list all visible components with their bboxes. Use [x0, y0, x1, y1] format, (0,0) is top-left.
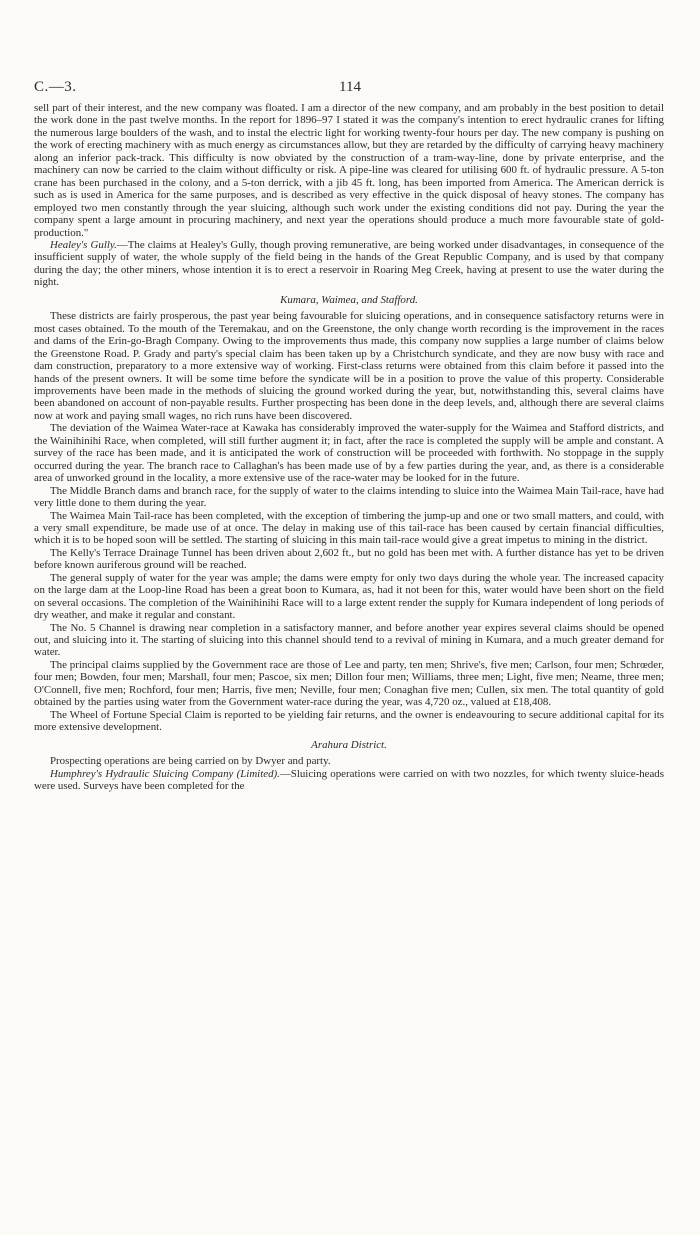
page-number: 114 — [339, 79, 361, 95]
paragraph-healeys-gully: Healey's Gully.—The claims at Healey's Gully, though proving remunerative, are being worked under disadvantages, in consequence of the insufficient supply of water, the whole supply of the field being in the hands of the Great Republic Company, and is used by that company during the day; the other miners, whose intention it is to erect a reservoir in Roaring Meg Creek, having at present to use the water during the night. — [34, 238, 664, 289]
paragraph-continued: sell part of their interest, and the new company was floated. I am a director of the new company, and am probably in the best position to detail the work done in the past twelve months. In the report for 1896–97 I stated it was the company's intention to erect hydraulic cranes for lifting the numerous large boulders of the wash, and to instal the electric light for working twenty-four hours per day. The new company is pushing on the work of erecting machinery with as much energy as circumstances allow, but they are retarded by the difficulty of carrying heavy machinery along an inferior pack-track. This difficulty is now obviated by the construction of a tram-way-line, done by private enterprise, and the machinery can now be carried to the claim without difficulty or risk. A pipe-line was cleared for utilising 600 ft. of hydraulic pressure. A 5-ton crane has been purchased in the colony, and a 5-ton derrick, with a jib 45 ft. long, has been imported from America. The American derrick is such as is used in America for the same purposes, and is described as very effective in the quick disposal of heavy stones. The company has employed two men constantly through the year sluicing, although such work under the existing conditions did not pay. During the year the company spent a large amount in procuring machinery, and next year the operations should produce a much more favourable state of gold-production." — [34, 102, 664, 239]
page-header — [34, 79, 666, 101]
paragraph: Prospecting operations are being carried on by Dwyer and party. — [50, 755, 331, 768]
paragraph: The Waimea Main Tail-race has been completed, with the exception of timbering the jump-up and one or two small matters, and could, with a very small expenditure, be made use of at once. The delay in making use of this tail-race has been caused by certain financial difficulties, which it is to be hoped soon will be settled. The starting of sluicing in this main tail-race would give a great impetus to mining in the district. — [34, 509, 664, 547]
paragraph: The No. 5 Channel is drawing near completion in a satisfactory manner, and before another year expires several claims should be opened out, and sluicing into it. The starting of sluicing into this channel should tend to a revival of mining in Kumara, and a much greater demand for water. — [34, 621, 664, 659]
section-heading-kumara: Kumara, Waimea, and Stafford. — [280, 293, 418, 306]
paragraph: The Kelly's Terrace Drainage Tunnel has been driven about 2,602 ft., but no gold has been met with. A further distance has yet to be driven before known auriferous ground will be reached. — [34, 546, 664, 572]
document-body — [34, 102, 664, 792]
paragraph: These districts are fairly prosperous, the past year being favourable for sluicing operations, and in consequence satisfactory returns were in most cases obtained. To the mouth of the Teremakau, and on the Greenstone, the only change worth recording is the improvement in the races and dams of the Erin-go-Bragh Company. Owing to the improvements thus made, this company now supplies a large number of claims below the Greenstone Road. P. Grady and party's special claim has been taken up by a Christchurch syndicate, and they are now busy with race and dam construction, preparatory to a more extensive way of working. First-class returns were obtained from this claim before it passed into the hands of the present owners. It will be some time before the syndicate will be in a position to prove the value of this property. Considerable improvements have been made in the methods of sluicing the ground worked during the year, but, notwithstanding this, several claims have been abandoned on account of non-payable results. Further prospecting has been done in the deep levels, and, although there are several claims now at work and paying small wages, no rich runs have been discovered. — [34, 310, 664, 422]
paragraph: The deviation of the Waimea Water-race at Kawaka has considerably improved the water-supply for the Waimea and Stafford districts, and the Wainihinihi Race, when completed, will still further augment it; in fact, after the race is completed the supply will be ample and constant. A survey of the race has been made, and it is anticipated the work of construction will be proceeded with forthwith. No stoppage in the supply occurred during the year. The branch race to Callaghan's has been made use of by a few parties during the year, and, as there is a considerable area of unworked ground in the locality, a more extensive use of the race-water may be looked for in the future. — [34, 422, 664, 485]
paragraph: The principal claims supplied by the Government race are those of Lee and party, ten men; Shrive's, five men; Carlson, four men; Schrœder, four men; Bowden, four men; Marshall, four men; Pascoe, six men; Dillon four men; Williams, three men; Light, five men; Neame, three men; O'Connell, five men; Rochford, four men; Harris, five men; Neville, four men; Conaghan five men; Cullen, six men. The total quantity of gold obtained by the parties using water from the Government water-race during the year, was 4,720 oz., valued at £18,408. — [34, 658, 664, 709]
section-heading-arahura: Arahura District. — [311, 738, 387, 751]
paragraph-title: Healey's Gully. — [50, 238, 117, 251]
paragraph: The Wheel of Fortune Special Claim is reported to be yielding fair returns, and the owner is endeavouring to secure additional capital for its more extensive development. — [34, 708, 664, 734]
paragraph: The Middle Branch dams and branch race, for the supply of water to the claims intending to sluice into the Waimea Main Tail-race, have had very little done to them during the year. — [34, 484, 664, 510]
paragraph-title: Humphrey's Hydraulic Sluicing Company (Limited). — [50, 767, 280, 780]
report-reference: C.—3. — [34, 79, 77, 95]
paragraph: The general supply of water for the year was ample; the dams were empty for only two days during the whole year. The increased capacity on the large dam at the Loop-line Road has been a great boon to Kumara, as, had it not been for this, water would have been short on the field on several occasions. The completion of the Wainihinihi Race will to a large extent render the supply for Kumara independent of long periods of dry weather, and make it regular and constant. — [34, 571, 664, 622]
paragraph-humphreys: Humphrey's Hydraulic Sluicing Company (Limited).—Sluicing operations were carried on with two nozzles, for which twenty sluice-heads were used. Surveys have been completed for the — [34, 767, 664, 793]
